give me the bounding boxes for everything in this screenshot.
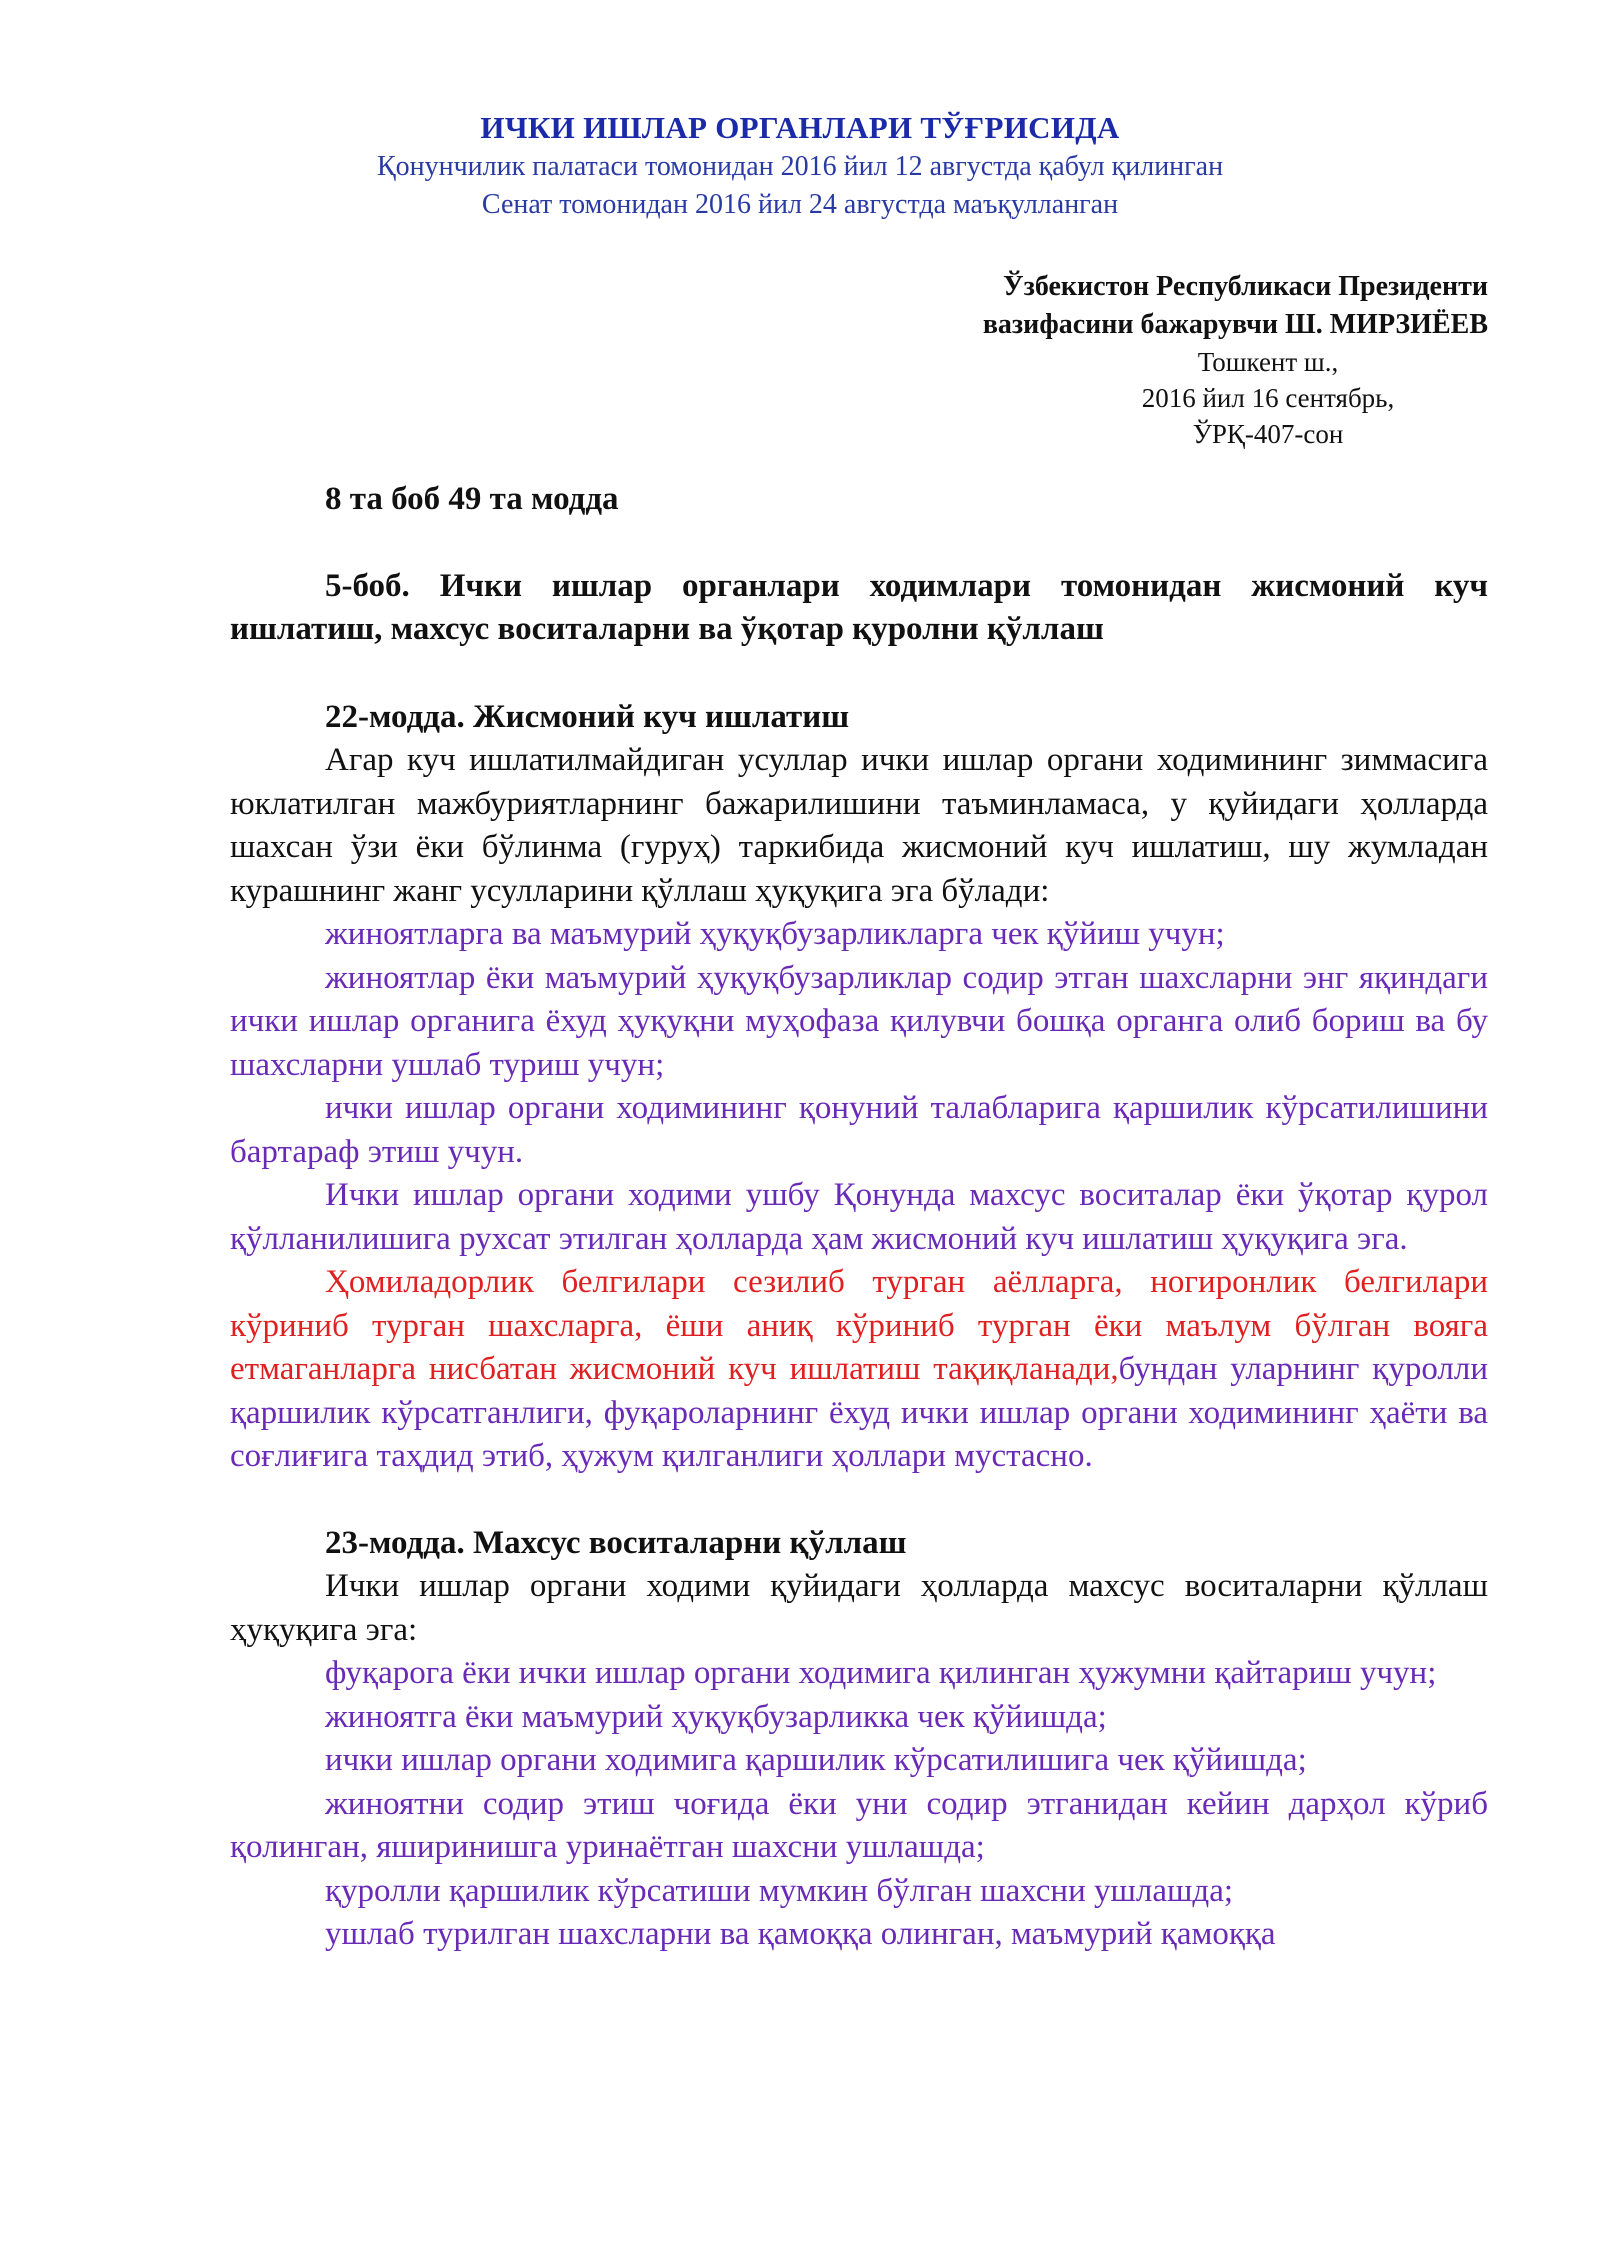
adoption-line: Қонунчилик палатаси томонидан 2016 йил 12 августда қабул қилинган	[376, 151, 1224, 182]
document-header	[0, 108, 1600, 224]
law-title: ИЧКИ ИШЛАР ОРГАНЛАРИ ТЎҒРИСИДА	[480, 110, 1120, 145]
document-body	[230, 478, 1488, 1957]
article-22-item: ички ишлар органи ходимининг қонуний талабларига қаршилик кўрсатилишини бартараф этиш учун.	[230, 1090, 1488, 1170]
signatory-name: вазифасини бажарувчи Ш. МИРЗИЁЕВ	[982, 309, 1488, 340]
article-23-item: ички ишлар органи ходимига қаршилик кўрсатилишига чек қўйишда;	[325, 1742, 1307, 1778]
signature-block	[900, 268, 1488, 452]
signing-date: 2016 йил 16 сентябрь,	[1141, 383, 1395, 413]
article-22-heading: 22-модда. Жисмоний куч ишлатиш	[325, 698, 850, 735]
article-22-paragraph: Ички ишлар органи ходими ушбу Қонунда махсус воситалар ёки ўқотар қурол қўлланилишига рухсат этилган ҳолларда ҳам жисмоний куч ишлатиш ҳуқуқига эга.	[230, 1177, 1488, 1257]
exception-text: бундан уларнинг қуролли қаршилик кўрсатганлиги, фуқароларнинг ёхуд ички ишлар органи ходимининг ҳаёти ва соғлиғига таҳдид этиб, ҳужум қилганлиги ҳоллари мустасно.	[230, 1351, 1488, 1474]
article-23-item: жиноятга ёки маъмурий ҳуқуқбузарликка чек қўйишда;	[325, 1698, 1107, 1735]
signatory-title: Ўзбекистон Республикаси Президенти	[1003, 271, 1488, 302]
article-23-item: фуқарога ёки ички ишлар органи ходимига қилинган ҳужумни қайтариш учун;	[325, 1655, 1437, 1691]
signing-city: Тошкент ш.,	[1197, 347, 1339, 377]
restriction-text: Ҳомиладорлик белгилари сезилиб турган аёлларга, ногиронлик белгилари кўриниб турган шахсларга, ёши аниқ кўриниб турган ёки маълум бўлган вояга етмаганларга нисбатан жисмоний куч ишлатиш тақиқланади,	[230, 1264, 1488, 1387]
structure-summary: 8 та боб 49 та модда	[325, 481, 619, 517]
article-23-item: ушлаб турилган шахсларни ва қамоққа олинган, маъмурий қамоққа	[325, 1916, 1276, 1952]
article-23-item: қуролли қаршилик кўрсатиши мумкин бўлган шахсни ушлашда;	[325, 1872, 1234, 1909]
article-23-intro: Ички ишлар органи ходими қуйидаги ҳолларда махсус воситаларни қўллаш ҳуқуқига эга:	[230, 1568, 1488, 1648]
article-23-heading: 23-модда. Махсус воситаларни қўллаш	[325, 1524, 907, 1561]
article-22-restriction-paragraph	[230, 1261, 1488, 1479]
article-22-item: жиноятларга ва маъмурий ҳуқуқбузарликларга чек қўйиш учун;	[325, 916, 1225, 952]
law-number: ЎРҚ-407-сон	[1192, 419, 1344, 449]
article-22-intro: Агар куч ишлатилмайдиган усуллар ички ишлар органи ходимининг зиммасига юклатилган мажбуриятларнинг бажарилишини таъминламаса, у қуйидаги ҳолларда шахсан ўзи ёки бўлинма (гуруҳ) таркибида жисмоний куч ишлатиш, шу жумладан курашнинг жанг усулларини қўллаш ҳуқуқига эга бўлади:	[230, 742, 1488, 909]
chapter-heading: 5-боб. Ички ишлар органлари ходимлари томонидан жисмоний куч ишлатиш, махсус воситаларни ва ўқотар қуролни қўллаш	[230, 567, 1488, 647]
article-23-item: жиноятни содир этиш чоғида ёки уни содир этганидан кейин дарҳол кўриб қолинган, яширинишга уринаётган шахсни ушлашда;	[230, 1785, 1488, 1865]
article-22-item: жиноятлар ёки маъмурий ҳуқуқбузарликлар содир этган шахсларни энг яқиндаги ички ишлар органига ёхуд ҳуқуқни муҳофаза қилувчи бошқа органга олиб бориш ва бу шахсларни ушлаб туриш учун;	[230, 959, 1488, 1083]
approval-line: Сенат томонидан 2016 йил 24 августда маъқулланган	[481, 189, 1119, 220]
